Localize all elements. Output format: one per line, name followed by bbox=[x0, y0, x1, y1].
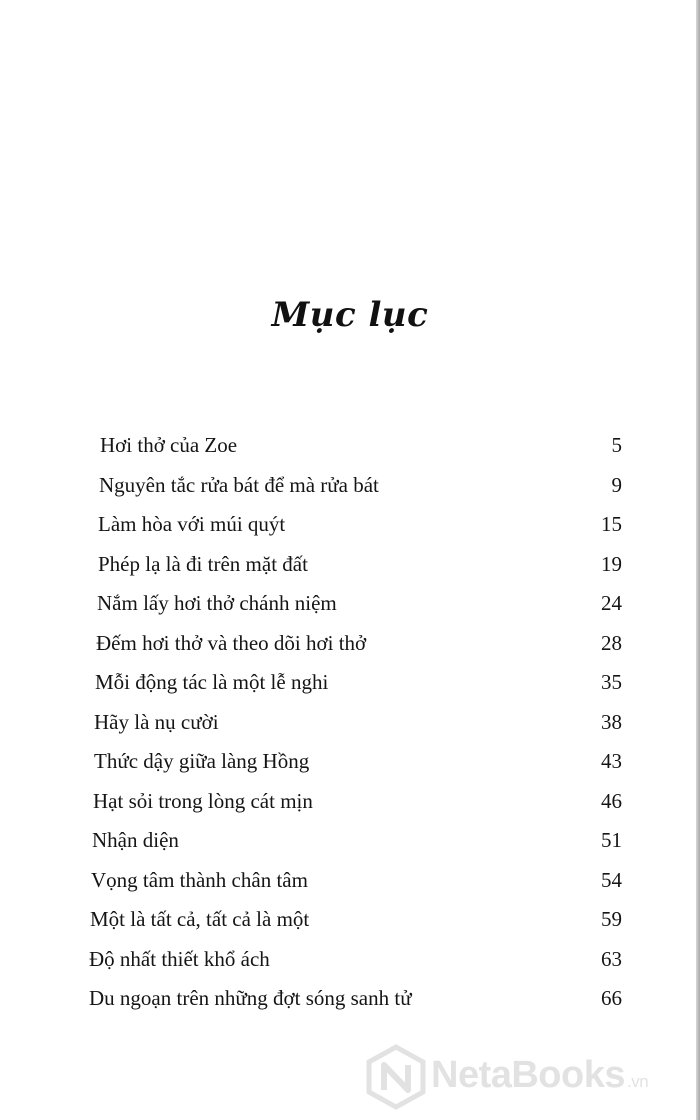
toc-entry-page: 66 bbox=[601, 986, 622, 1010]
toc-entry-title: Thức dậy giữa làng Hồng bbox=[94, 749, 310, 773]
toc-entry-page: 51 bbox=[601, 828, 622, 852]
toc-entry-page: 24 bbox=[601, 591, 622, 615]
toc-entry-title: Một là tất cả, tất cả là một bbox=[90, 907, 310, 931]
toc-entry-title: Mỗi động tác là một lễ nghi bbox=[95, 670, 329, 694]
watermark-text bbox=[431, 1054, 648, 1097]
toc-entry-page: 59 bbox=[601, 907, 622, 931]
toc-entry-title: Hạt sỏi trong lòng cát mịn bbox=[93, 788, 313, 813]
toc-entry-page: 63 bbox=[601, 946, 622, 971]
toc-entry[interactable] bbox=[0, 821, 700, 861]
toc-entry[interactable] bbox=[0, 703, 700, 743]
watermark-suffix: .vn bbox=[627, 1072, 649, 1091]
toc-entry-title: Hãy là nụ cười bbox=[94, 709, 219, 734]
toc-entry-title: Độ nhất thiết khổ ách bbox=[89, 946, 270, 971]
toc-entry[interactable] bbox=[0, 545, 700, 585]
toc-entry-page: 5 bbox=[611, 433, 622, 457]
toc-entry-title: Đếm hơi thở và theo dõi hơi thở bbox=[96, 630, 367, 655]
toc-entry-page: 9 bbox=[611, 472, 622, 497]
netabooks-watermark bbox=[365, 1044, 690, 1110]
toc-entry[interactable] bbox=[0, 900, 700, 940]
toc-entry-title: Nắm lấy hơi thở chánh niệm bbox=[97, 591, 337, 615]
toc-entry[interactable] bbox=[0, 861, 700, 901]
toc-entry[interactable] bbox=[0, 940, 700, 980]
toc-entry-page: 28 bbox=[601, 630, 622, 655]
table-of-contents bbox=[0, 426, 700, 1019]
toc-entry-page: 43 bbox=[601, 749, 622, 773]
toc-entry[interactable] bbox=[0, 663, 700, 703]
toc-entry[interactable] bbox=[0, 782, 700, 822]
toc-entry-title: Hơi thở của Zoe bbox=[100, 433, 238, 457]
toc-entry-page: 35 bbox=[601, 670, 622, 694]
toc-entry-title: Làm hòa với múi quýt bbox=[98, 512, 286, 536]
page-title: Mục lục bbox=[271, 294, 429, 335]
toc-entry-title: Vọng tâm thành chân tâm bbox=[91, 867, 308, 892]
toc-entry[interactable] bbox=[0, 466, 700, 506]
toc-entry-title: Du ngoạn trên những đợt sóng sanh tử bbox=[89, 986, 412, 1010]
watermark-brand: NetaBooks bbox=[431, 1054, 625, 1096]
netabooks-logo-icon bbox=[365, 1044, 427, 1110]
toc-entry-page: 38 bbox=[601, 709, 622, 734]
toc-entry[interactable] bbox=[0, 742, 700, 782]
toc-entry[interactable] bbox=[0, 584, 700, 624]
toc-entry[interactable] bbox=[0, 624, 700, 664]
toc-entry-page: 46 bbox=[601, 788, 622, 813]
toc-entry-title: Nguyên tắc rửa bát để mà rửa bát bbox=[99, 472, 379, 497]
toc-entry-title: Phép lạ là đi trên mặt đất bbox=[98, 551, 308, 576]
toc-entry-page: 54 bbox=[601, 867, 622, 892]
toc-entry[interactable] bbox=[0, 505, 700, 545]
toc-entry-page: 15 bbox=[601, 512, 622, 536]
toc-entry-title: Nhận diện bbox=[92, 828, 179, 852]
toc-entry[interactable] bbox=[0, 426, 700, 466]
toc-entry-page: 19 bbox=[601, 551, 622, 576]
toc-entry[interactable] bbox=[0, 979, 700, 1019]
